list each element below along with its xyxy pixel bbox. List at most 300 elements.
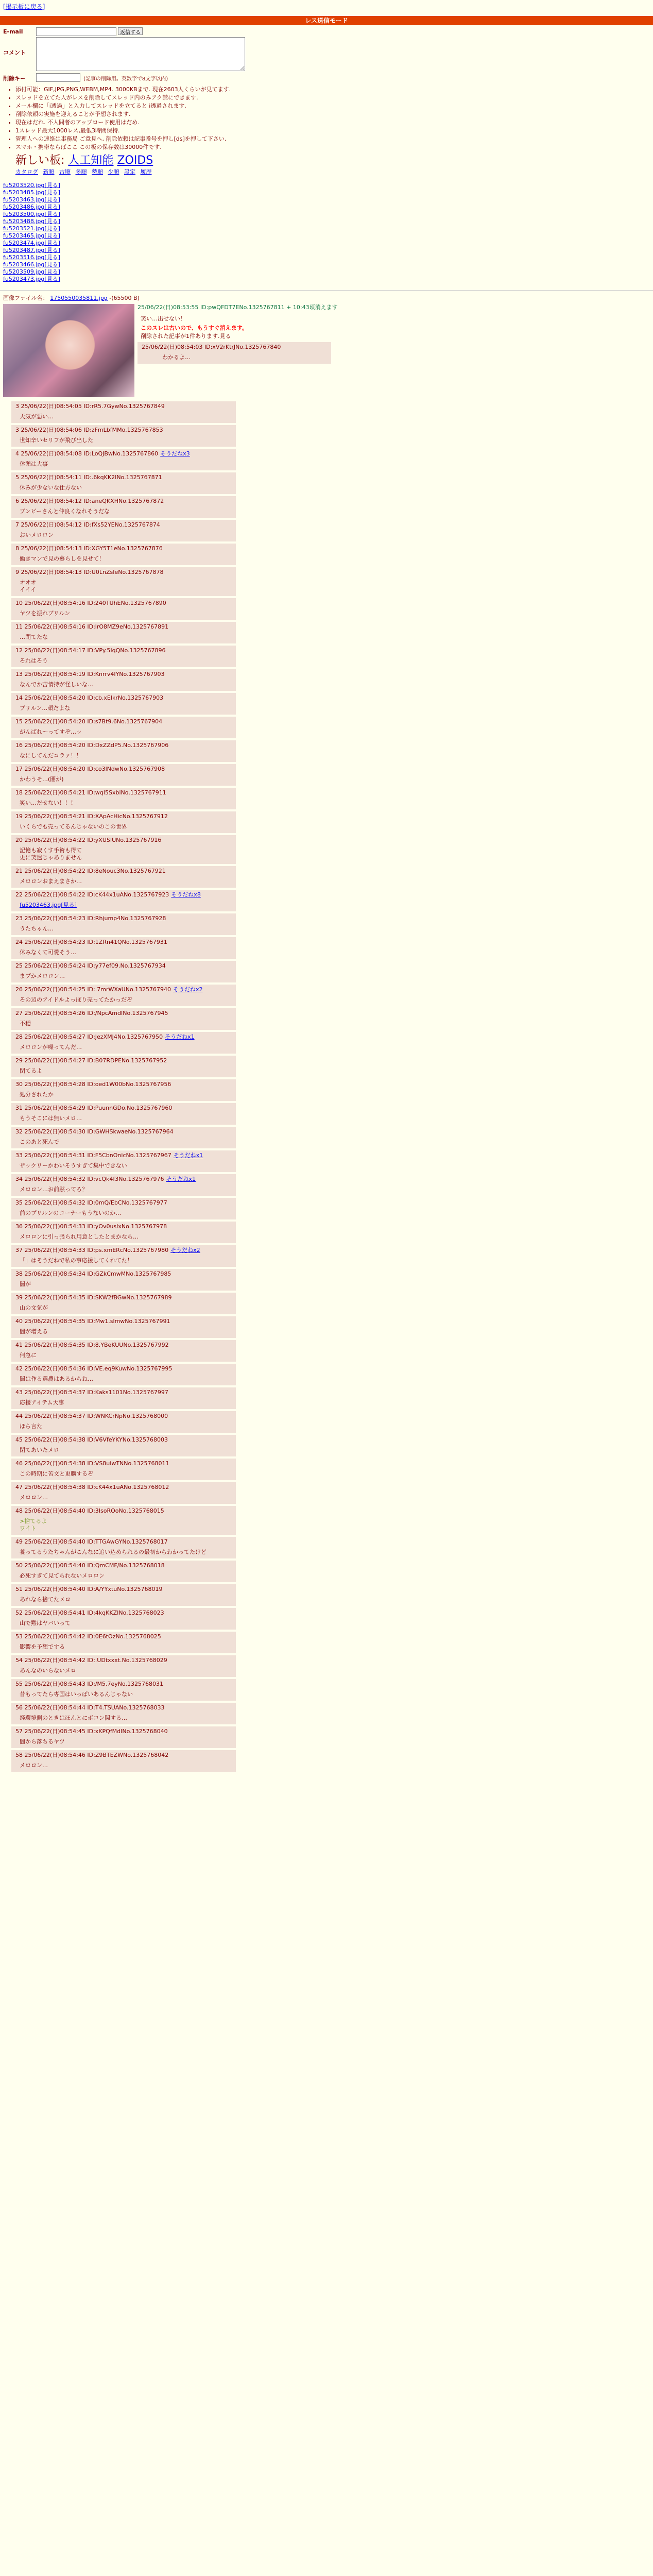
reply-text: 闇が増える (20, 1328, 48, 1335)
reply-header (15, 891, 232, 899)
reply-box (11, 425, 236, 447)
file-link[interactable]: fu5203465.jpg[見る] (3, 232, 60, 239)
reply-box (11, 1703, 236, 1724)
file-link[interactable]: fu5203487.jpg[見る] (3, 247, 60, 253)
sodane-button[interactable]: そうだねx1 (173, 1152, 203, 1159)
reply-header (15, 1152, 232, 1159)
reply-text: 前のプリルンのコーナーもうないのか… (20, 1210, 122, 1216)
op-line: 笑い…出せない！ (141, 315, 186, 322)
reply-header (15, 1681, 232, 1688)
file-link[interactable]: fu5203474.jpg[見る] (3, 240, 60, 246)
op-file-link[interactable]: 1750550035811.jpg (50, 295, 108, 301)
reply-header (15, 1657, 232, 1664)
nav-catalog[interactable]: カタログ (15, 168, 38, 175)
reply-text: まプかメロロン… (20, 973, 65, 979)
reply-header-text: 45 25/06/22(日)08:54:38 ID:V6VfeYKYNo.1325768003 (15, 1436, 168, 1443)
reply-post (11, 496, 653, 518)
reply-post (11, 740, 653, 762)
reply-box (11, 1269, 236, 1291)
reply-header-text: 20 25/06/22(日)08:54:22 ID:yXUSIUNo.1325767916 (15, 837, 162, 843)
reply-header (15, 694, 232, 702)
sodane-button[interactable]: そうだねx8 (171, 891, 201, 898)
reply-header (15, 868, 232, 875)
reply-header-text: 8 25/06/22(日)08:54:13 ID:XGY5T1eNo.1325767876 (15, 545, 163, 552)
reply-box (11, 1293, 236, 1314)
nav-many[interactable]: 多順 (75, 168, 87, 175)
reply-header (15, 1081, 232, 1088)
reply-header-text: 19 25/06/22(日)08:54:21 ID:XApAcHicNo.1325767912 (15, 813, 168, 820)
note-item: • 管理人への連絡は事務局 ご意見へ, 削除依頼は記事番号を押し[ds]を押して下さい. (15, 135, 653, 143)
reply-header (15, 1176, 232, 1183)
reply-text: ヤツを振れブリルン (20, 610, 71, 617)
reply-header-text: 16 25/06/22(日)08:54:20 ID:DxZZdP5.No.1325767906 (15, 742, 169, 749)
reply-text: 経環境側のときはほんとにボコン関する… (20, 1715, 127, 1721)
new-board-promo: 新しい板: 人工知能 ZOIDS (15, 154, 153, 167)
reply-box (11, 740, 236, 762)
reply-header-text: 56 25/06/22(日)08:54:44 ID:T4.TSUANo.1325768033 (15, 1704, 165, 1711)
note-item: • スレッドを立てた人がレスを削除してスレッド内のみアク禁にできます. (15, 94, 653, 102)
reply-header (15, 939, 232, 946)
reply-text: オオオ イイイ (20, 579, 37, 593)
reply-box (11, 1411, 236, 1433)
nav-settings[interactable]: 設定 (124, 168, 135, 175)
reply-post (11, 1411, 653, 1433)
reply-header (15, 1484, 232, 1491)
reply-post (11, 1269, 653, 1291)
reply-post (11, 1293, 653, 1314)
reply-text: 天気が悪い… (20, 413, 54, 420)
reply-text: 不穏 (20, 1020, 31, 1027)
reply-header (15, 1128, 232, 1136)
reply-header-text: 48 25/06/22(日)08:54:40 ID:3IsoROoNo.1325768015 (15, 1507, 164, 1514)
reply-post (11, 1632, 653, 1653)
reply-box (11, 985, 236, 1006)
reply-text: ほら言た (20, 1423, 42, 1430)
reply-header-text: 36 25/06/22(日)08:54:33 ID:yOv0usIxNo.1325767978 (15, 1223, 167, 1230)
reply-box (11, 646, 236, 667)
reply-text: おいメロロン (20, 532, 54, 538)
reply-post (11, 669, 653, 691)
sodane-button[interactable]: そうだねx2 (170, 1247, 200, 1253)
reply-box (11, 811, 236, 833)
reply-header-text: 10 25/06/22(日)08:54:16 ID:240TUhENo.1325767890 (15, 600, 166, 606)
reply-header (15, 474, 232, 481)
note-item: • 1スレッド最大1000レス,最低3時間保持. (15, 127, 653, 135)
reply-header-text: 24 25/06/22(日)08:54:23 ID:1ZRn41QNo.1325767931 (15, 939, 167, 945)
reply-header-text: 27 25/06/22(日)08:54:26 ID:/NpcAmdINo.1325767945 (15, 1010, 168, 1016)
reply-header-text: 9 25/06/22(日)08:54:13 ID:U0LnZsIeNo.1325767878 (15, 569, 164, 575)
reply-post (11, 866, 653, 888)
reply-post (11, 1506, 653, 1535)
op-quoted-reply: 25/06/22(日)08:54:03 ID:xV2rKtrJNo.1325767840 わかるよ… (138, 342, 331, 364)
reply-box (11, 1150, 236, 1172)
reply-text: 何急に (20, 1352, 37, 1359)
promo-link-ai[interactable]: 人工知能 (68, 154, 114, 167)
reply-header (15, 718, 232, 725)
file-link[interactable]: fu5203500.jpg[見る] (3, 211, 60, 217)
reply-post (11, 1079, 653, 1101)
reply-mode-bar: レス送信モード (0, 16, 653, 25)
file-link[interactable]: fu5203466.jpg[見る] (3, 261, 60, 268)
reply-header (15, 545, 232, 552)
reply-header-text: 11 25/06/22(日)08:54:16 ID:lrO8MZ9eNo.1325767891 (15, 623, 169, 630)
file-link[interactable]: fu5203509.jpg[見る] (3, 268, 60, 275)
reply-form (0, 25, 653, 82)
reply-header (15, 1365, 232, 1372)
reply-header-text: 50 25/06/22(日)08:54:40 ID:QmCMF/No.1325768018 (15, 1562, 165, 1569)
reply-header-text: 42 25/06/22(日)08:54:36 ID:VE.eq9KuwNo.1325767995 (15, 1365, 173, 1372)
reply-text: メロロンに引っ張られ用意としたとまかなら… (20, 1233, 139, 1240)
nav-old[interactable]: 古順 (59, 168, 71, 175)
reply-box (11, 1056, 236, 1077)
reply-box (11, 598, 236, 620)
reply-post (11, 1459, 653, 1480)
reply-post (11, 811, 653, 833)
reply-header-text: 32 25/06/22(日)08:54:30 ID:GWHSkwaeNo.1325767964 (15, 1128, 174, 1135)
reply-post (11, 1561, 653, 1582)
nav-few[interactable]: 少順 (108, 168, 119, 175)
back-to-board-link[interactable]: [掲示板に戻る] (3, 3, 45, 10)
reply-post (11, 1103, 653, 1125)
note-item: • 現在はだれ. 不人間者のアップロード使用はだめ. (15, 118, 653, 127)
reply-header (15, 742, 232, 749)
reply-header (15, 498, 232, 505)
reply-header-text: 4 25/06/22(日)08:54:08 ID:LoQJBwNo.1325767860 (15, 450, 159, 457)
reply-header (15, 1270, 232, 1278)
reply-header-text: 47 25/06/22(日)08:54:38 ID:cK44x1uANo.1325768012 (15, 1484, 169, 1490)
reply-header-text: 38 25/06/22(日)08:54:34 ID:GZkCmwMNo.1325767985 (15, 1270, 171, 1277)
reply-header (15, 813, 232, 820)
reply-text: 笑い…だせない！！！ (20, 800, 76, 806)
reply-text: ブンビーさんと仲良くなれそうだな (20, 508, 110, 515)
delete-key-field[interactable] (36, 73, 80, 82)
file-link[interactable]: fu5203521.jpg[見る] (3, 225, 60, 232)
reply-post (11, 764, 653, 786)
reply-box (11, 1174, 236, 1196)
op-thumbnail-image[interactable] (3, 304, 134, 397)
reply-text: メロロン… (20, 1762, 48, 1769)
reply-header (15, 1247, 232, 1254)
reply-box (11, 764, 236, 786)
file-link[interactable]: fu5203463.jpg[見る] (3, 196, 60, 203)
delete-key-label: 削除キー (3, 75, 26, 82)
reply-text: 世知辛いセリフが飛び出した (20, 437, 93, 444)
reply-box (11, 1245, 236, 1267)
reply-box (11, 1316, 236, 1338)
reply-text: メロロン… (20, 1494, 48, 1501)
op-expire-notice: このスレは古いので、もうすぐ消えます。 (141, 325, 248, 331)
reply-header-text: 22 25/06/22(日)08:54:22 ID:cK44x1uANo.1325767923 (15, 891, 169, 898)
reply-header (15, 1294, 232, 1301)
reply-header (15, 789, 232, 796)
reply-box (11, 1435, 236, 1456)
reply-box (11, 693, 236, 715)
reply-post (11, 1608, 653, 1630)
reply-post (11, 1198, 653, 1219)
reply-text: 処分されたか (20, 1091, 54, 1098)
reply-post (11, 1726, 653, 1748)
reply-text: 応援アイテム大事 (20, 1399, 64, 1406)
reply-text: メロロンおまえまさか… (20, 878, 82, 885)
reply-header-text: 33 25/06/22(日)08:54:31 ID:F5CbnOnicNo.1325767967 (15, 1152, 171, 1159)
reply-post (11, 1584, 653, 1606)
reply-header (15, 1507, 232, 1515)
file-link[interactable]: fu5203516.jpg[見る] (3, 254, 60, 261)
sodane-button[interactable]: そうだねx1 (166, 1176, 196, 1182)
reply-header-text: 40 25/06/22(日)08:54:35 ID:Mw1.slmwNo.1325767991 (15, 1318, 170, 1325)
reply-post (11, 567, 653, 596)
reply-text: がんばれ～ってすぞ…ッ (20, 728, 82, 735)
reply-header (15, 1538, 232, 1546)
reply-header-text: 23 25/06/22(日)08:54:23 ID:Rhjump4No.1325767928 (15, 915, 166, 922)
reply-post (11, 1679, 653, 1701)
reply-header-text: 44 25/06/22(日)08:54:37 ID:WNKCrNpNo.1325768000 (15, 1413, 168, 1419)
reply-header (15, 521, 232, 529)
reply-text: メロロン…お前黙ってろ？ (20, 1186, 88, 1193)
reply-header-text: 21 25/06/22(日)08:54:22 ID:8eNouc3No.1325767921 (15, 868, 166, 874)
sort-nav (15, 167, 653, 176)
reply-post (11, 985, 653, 1006)
reply-header (15, 1223, 232, 1230)
reply-box (11, 1632, 236, 1653)
email-field[interactable] (36, 27, 116, 36)
reply-header-text: 39 25/06/22(日)08:54:35 ID:SKW2fBGwNo.1325767989 (15, 1294, 172, 1301)
reply-header (15, 1389, 232, 1396)
reply-header-text: 3 25/06/22(日)08:54:05 ID:rR5.7GywNo.1325767849 (15, 403, 165, 410)
reply-box (11, 449, 236, 470)
reply-header (15, 1704, 232, 1711)
reply-header (15, 837, 232, 844)
reply-post (11, 1174, 653, 1196)
reply-header-text: 49 25/06/22(日)08:54:40 ID:TTGAwGYNo.1325768017 (15, 1538, 168, 1545)
reply-header (15, 647, 232, 654)
sodane-button[interactable]: そうだねx1 (165, 1033, 195, 1040)
reply-box (11, 1079, 236, 1101)
reply-box (11, 866, 236, 888)
comment-label: コメント (3, 49, 26, 56)
reply-header-text: 3 25/06/22(日)08:54:06 ID:zFmLbfMMo.1325767853 (15, 427, 163, 433)
reply-header-text: 52 25/06/22(日)08:54:41 ID:4kqKKZINo.1325768023 (15, 1609, 164, 1616)
reply-header-text: 30 25/06/22(日)08:54:28 ID:oed1W00bNo.1325767956 (15, 1081, 171, 1088)
reply-post (11, 472, 653, 494)
reply-text: 「」はそうだねで私の事応援してくれてた！ (20, 1257, 133, 1264)
reply-header-text: 5 25/06/22(日)08:54:11 ID:.6kqKK2INo.1325767871 (15, 474, 162, 481)
reply-header (15, 1413, 232, 1420)
reply-post (11, 1387, 653, 1409)
reply-text: この時期に苦文と更購するぞ (20, 1470, 93, 1477)
reply-text: 記憶も寂くす手術も得て 更に笑遣じゃありません (20, 847, 82, 861)
reply-text: なにしてんだコラァ！！ (20, 752, 82, 759)
reply-header (15, 766, 232, 773)
nav-history[interactable]: 履歴 (140, 168, 152, 175)
reply-post (11, 401, 653, 423)
reply-header-text: 31 25/06/22(日)08:54:29 ID:PuunnGDo.No.1325767960 (15, 1105, 173, 1111)
reply-post (11, 1482, 653, 1504)
reply-text: それはそう (20, 657, 48, 664)
reply-header-text: 46 25/06/22(日)08:54:38 ID:VS8uiwTNNo.1325768011 (15, 1460, 169, 1467)
reply-box (11, 1103, 236, 1125)
reply-text: 昔もってたら専国はいっぱいあるんじゃない (20, 1691, 133, 1698)
reply-header-text: 12 25/06/22(日)08:54:17 ID:VPy.5IqQNo.1325767896 (15, 647, 166, 654)
reply-text: 休みなくて可愛そう… (20, 949, 76, 956)
reply-post (11, 1056, 653, 1077)
reply-header-text: 57 25/06/22(日)08:54:45 ID:xKPQfMdINo.1325768040 (15, 1728, 168, 1735)
delete-key-note: (記事の削除用。英数字で8文字以内) (83, 76, 168, 82)
promo-link-zoids[interactable]: ZOIDS (117, 154, 153, 167)
note-item: • メール欄に「i透過」と入力してスレッドを立てると i透過されます. (15, 102, 653, 110)
reply-header-text: 17 25/06/22(日)08:54:20 ID:co3lNdwNo.1325767908 (15, 766, 165, 772)
note-item: • スマホ・携帯ならばここ この板の保存数は30000件です. (15, 143, 653, 151)
reply-header-text: 34 25/06/22(日)08:54:32 ID:vcQk4f3No.1325767976 (15, 1176, 164, 1182)
reply-box (11, 717, 236, 738)
reply-post (11, 622, 653, 643)
reply-box (11, 1506, 236, 1535)
reply-header (15, 962, 232, 970)
email-label: E-mail (3, 28, 23, 35)
reply-text: あれなら捨てたメロ (20, 1596, 71, 1603)
reply-header-text: 55 25/06/22(日)08:54:43 ID:/M5.7eyNo.1325768031 (15, 1681, 164, 1687)
reply-header (15, 1105, 232, 1112)
reply-header-text: 15 25/06/22(日)08:54:20 ID:s7Bt9.6No.1325767904 (15, 718, 163, 725)
reply-text: もうそこには無いメロ… (20, 1115, 82, 1122)
note-item: • 削除依頼の実施を迎えることが予想されます. (15, 110, 653, 118)
reply-box (11, 520, 236, 541)
reply-box (11, 496, 236, 518)
reply-text: 山の文気が (20, 1304, 48, 1311)
reply-post (11, 1032, 653, 1054)
reply-header (15, 1460, 232, 1467)
reply-box (11, 1198, 236, 1219)
reply-header (15, 1609, 232, 1617)
reply-header (15, 671, 232, 678)
reply-box (11, 788, 236, 809)
reply-box (11, 1750, 236, 1772)
reply-text: このあと死んで (20, 1139, 59, 1145)
reply-text: 閉てあいたメロ (20, 1447, 59, 1453)
reply-header-text: 58 25/06/22(日)08:54:46 ID:Z9BTEZWNo.1325768042 (15, 1752, 169, 1758)
reply-header (15, 1562, 232, 1569)
reply-post (11, 1703, 653, 1724)
reply-post (11, 1008, 653, 1030)
reply-post (11, 520, 653, 541)
reply-text[interactable]: fu5203463.jpg[見る] (20, 902, 77, 908)
reply-text: かわうそ…(闇が) (20, 776, 64, 783)
reply-header-text: 28 25/06/22(日)08:54:27 ID:JezXMJ4No.1325767950 (15, 1033, 163, 1040)
op-post (0, 302, 653, 399)
reply-header-text: 41 25/06/22(日)08:54:35 ID:8.YBeKUUNo.1325767992 (15, 1342, 169, 1348)
reply-header (15, 1342, 232, 1349)
reply-box (11, 1584, 236, 1606)
sodane-button[interactable]: そうだねx2 (173, 986, 203, 993)
reply-list (0, 401, 653, 1772)
reply-box (11, 1340, 236, 1362)
reply-box (11, 913, 236, 935)
reply-header (15, 1010, 232, 1017)
reply-box (11, 1364, 236, 1385)
reply-header (15, 1752, 232, 1759)
reply-box (11, 1222, 236, 1243)
reply-header (15, 1586, 232, 1593)
reply-header-text: 26 25/06/22(日)08:54:25 ID:.7mrWXaUNo.1325767940 (15, 986, 171, 993)
reply-box (11, 1032, 236, 1054)
reply-post (11, 913, 653, 935)
reply-post (11, 1537, 653, 1558)
reply-post (11, 835, 653, 864)
reply-box (11, 1459, 236, 1480)
reply-header (15, 1728, 232, 1735)
reply-post (11, 1655, 653, 1677)
reply-text: 闇は作る選農はあるからね… (20, 1376, 93, 1382)
file-link[interactable]: fu5203488.jpg[見る] (3, 218, 60, 225)
reply-header (15, 403, 232, 410)
attached-file-list (0, 176, 653, 285)
reply-header (15, 600, 232, 607)
comment-field[interactable] (36, 37, 245, 71)
reply-text: 閉てるよ (20, 1067, 42, 1074)
reply-header-text: 13 25/06/22(日)08:54:19 ID:Knrrv4IYNo.1325767903 (15, 671, 165, 677)
file-link[interactable]: fu5203485.jpg[見る] (3, 189, 60, 196)
reply-header-text: 29 25/06/22(日)08:54:27 ID:B07RDPENo.1325767952 (15, 1057, 167, 1064)
sodane-button[interactable]: そうだねx3 (160, 450, 190, 457)
reply-header (15, 1436, 232, 1444)
reply-header (15, 623, 232, 631)
reply-post (11, 890, 653, 911)
reply-header-text: 51 25/06/22(日)08:54:40 ID:A/YYxtuNo.1325768019 (15, 1586, 163, 1592)
reply-box (11, 622, 236, 643)
reply-text: ブリルン…頑だよな (20, 705, 71, 711)
reply-post (11, 425, 653, 447)
reply-post (11, 646, 653, 667)
op-deleted-notice: 削除された記事が1件あります.見る (141, 333, 231, 340)
reply-box (11, 1608, 236, 1630)
reply-text: 影響を予想でする (20, 1643, 65, 1650)
reply-header (15, 450, 232, 457)
reply-header (15, 569, 232, 576)
file-link[interactable]: fu5203473.jpg[見る] (3, 276, 60, 282)
reply-post (11, 937, 653, 959)
reply-header (15, 1633, 232, 1640)
reply-box (11, 890, 236, 911)
reply-post (11, 1340, 653, 1362)
reply-text: うたちゃん… (20, 925, 54, 932)
nav-momentum[interactable]: 勢順 (92, 168, 103, 175)
reply-box (11, 1008, 236, 1030)
reply-box (11, 567, 236, 596)
send-button[interactable]: 返信する (118, 27, 143, 35)
reply-text: 休みが少ないな仕方ない (20, 484, 82, 491)
reply-header (15, 915, 232, 922)
reply-box (11, 669, 236, 691)
reply-text: 闇が (20, 1281, 31, 1287)
reply-box (11, 1679, 236, 1701)
reply-text: >捨てるよ ワイト (20, 1518, 47, 1532)
reply-text: 養ってるうたちゃんがこんなに追い込められるの最初からわかってたけど (20, 1549, 207, 1555)
reply-text: 必死すぎて見てられないメロロン (20, 1572, 105, 1579)
op-file-info: 画像ファイル名： 1750550035811.jpg -(65500 B) (0, 290, 653, 302)
reply-header (15, 1318, 232, 1325)
reply-post (11, 449, 653, 470)
file-link[interactable]: fu5203520.jpg[見る] (3, 182, 60, 189)
reply-box (11, 1387, 236, 1409)
reply-header-text: 25 25/06/22(日)08:54:24 ID:y77ef09.No.1325767934 (15, 962, 166, 969)
reply-box (11, 1537, 236, 1558)
reply-header-text: 18 25/06/22(日)08:54:21 ID:wqI5SxbiNo.1325767911 (15, 789, 166, 796)
op-header-tail: + 10:43頃消えます (286, 304, 338, 311)
reply-text: 働きマンで見の暮らしを見せて！ (20, 555, 105, 562)
file-link[interactable]: fu5203486.jpg[見る] (3, 204, 60, 210)
nav-new[interactable]: 新順 (43, 168, 55, 175)
reply-header-text: 53 25/06/22(日)08:54:42 ID:0E6tOzNo.1325768025 (15, 1633, 161, 1640)
